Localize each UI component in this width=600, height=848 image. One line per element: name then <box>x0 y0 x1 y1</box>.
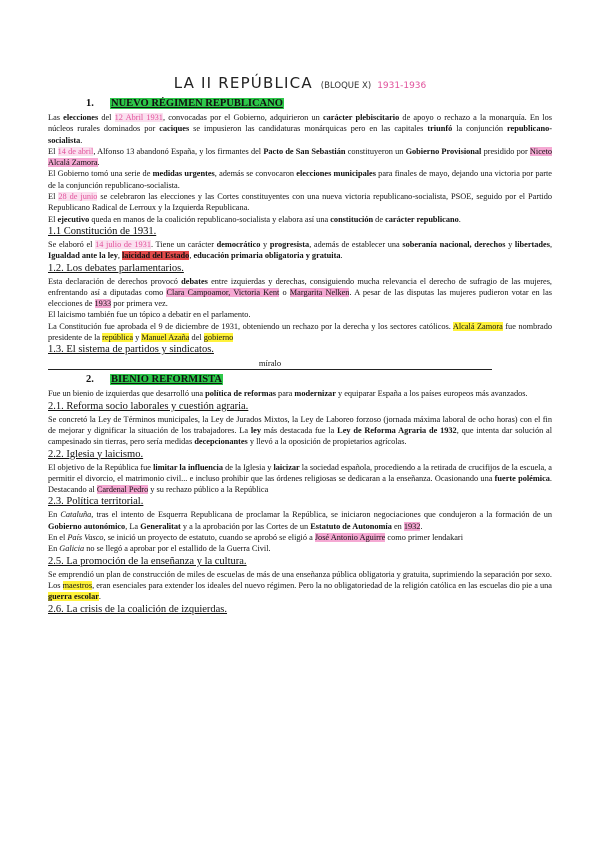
subheading-2-2: 2.2. Iglesia y laicismo. <box>48 448 144 460</box>
subheading-1-2: 1.2. Los debates parlamentarios. <box>48 262 184 274</box>
title-block: (BLOQUE X) <box>320 81 372 91</box>
paragraph: Las elecciones del 12 Abril 1931, convocadas por el Gobierno, adquirieron un carácter plebiscitario de apoyo o rechazo a la monarquía. En los núcleos rurales dominados por caciques se impusieron las candidaturas monárquicas pero en las capitales triunfó la conjunción republicano-socialista. <box>48 113 553 145</box>
paragraph: Esta declaración de derechos provocó debates entre izquierdas y derechas, consiguiendo mucha relevancia el derecho de sufragio de las mujeres, enfrentando así a diputadas como Clara Campoamor, Victoria Kent o Margarita Nelken. A pesar de las disputas las mujeres pudieron votar en las elecciones de 1933 por primera vez. <box>48 276 553 309</box>
paragraph: El 28 de junio se celebraron las elecciones y las Cortes constituyentes con una nueva victoria republicano-socialista, PSOE, seguido por el Partido Republicano Radical de Lerroux y la Izquierda Republicana. <box>48 192 553 213</box>
subheading-2-3: 2.3. Política territorial. <box>48 496 144 508</box>
paragraph: Se elaboró el 14 julio de 1931. Tiene un carácter democrático y progresista, además de establecer una soberanía nacional, derechos y libertades, Igualdad ante la ley, laicidad del Estado, educación primaria obligatoria y gratuita. <box>48 239 553 261</box>
document-page <box>48 72 552 617</box>
section-1-heading: 1. NUEVO RÉGIMEN REPUBLICANO <box>86 98 283 109</box>
note-miralo: míralo <box>48 357 492 370</box>
paragraph: La Constitución fue aprobada el 9 de diciembre de 1931, obteniendo un rechazo por la derecha y los sectores católicos. Alcalá Zamora fue nombrado presidente de la república y Manuel Azaña del gobierno <box>48 321 552 343</box>
paragraph: Se concretó la Ley de Términos municipales, la Ley de Jurados Mixtos, la Ley de Laboreo forzoso (jornada máxima laboral de ocho horas) con el fin de mejorar y dignificar la situación de los trabajadores. La ley más destacada fue la Ley de Reforma Agraria de 1932, que intenta dar solución al campesinado sin tierras, pero sería medidas decepcionantes y llevó a la oposición de propietarios agrícolas. <box>48 414 553 447</box>
subheading-2-5: 2.5. La promoción de la enseñanza y la cultura. <box>48 555 247 567</box>
paragraph: El objetivo de la República fue limitar la influencia de la Iglesia y laicizar la sociedad española, procediendo a la retirada de crucifijos de la escuela, a permitir el divorcio, el matrimonio civil... e incluso prohibir que las órdenes religiosas se dedicaran a la enseñanza. Ocasionando una fuerte polémica. Destacando al Cardenal Pedro y su rechazo público a la República <box>48 462 552 495</box>
paragraph: En Galicia no se llegó a aprobar por el estallido de la Guerra Civil. <box>48 544 271 554</box>
subheading-1-1: 1.1 Constitución de 1931. <box>48 225 157 237</box>
paragraph: Fue un bienio de izquierdas que desarrolló una política de reformas para modernizar y equiparar España a los países europeos más avanzados. <box>48 389 528 399</box>
subheading-1-3: 1.3. El sistema de partidos y sindicatos. <box>48 344 214 356</box>
subheading-2-6: 2.6. La crisis de la coalición de izquierdas. <box>48 603 228 615</box>
title-years: 1931-1936 <box>377 81 427 91</box>
paragraph: El Gobierno tomó una serie de medidas urgentes, además se convocaron elecciones municipales para finales de mayo, dejando una victoria por parte de la conjunción republicano-socialista. <box>48 169 552 190</box>
paragraph: El 14 de abril, Alfonso 13 abandonó España, y los firmantes del Pacto de San Sebastián constituyeron un Gobierno Provisional presidido por Niceto Alcalá Zamora. <box>48 146 553 168</box>
subheading-2-1: 2.1. Reforma socio laborales y cuestión agraria. <box>48 400 249 412</box>
paragraph: En Cataluña, tras el intento de Esquerra Republicana de proclamar la República, se iniciaron negociaciones que condujeron a la formación de un Gobierno autonómico, La Generalitat y a la aprobación por las Cortes de un Estatuto de Autonomía en 1932. <box>48 510 552 531</box>
paragraph: El laicismo también fue un tópico a debatir en el parlamento. <box>48 310 251 320</box>
paragraph: En el País Vasco, se inició un proyecto de estatuto, cuando se aprobó se eligió a José Antonio Aguirre como primer lendakari <box>48 533 463 543</box>
document-title <box>48 72 552 94</box>
section-2-heading: 2. BIENIO REFORMISTA <box>86 374 222 386</box>
title-main: LA II REPÚBLICA <box>173 74 313 92</box>
paragraph: Se emprendió un plan de construcción de miles de escuelas de más de una enseñanza pública obligatoria y gratuita, suprimiendo la separación por sexo. Los maestros, eran esenciales para extender los ideales del nuevo régimen. Pero la no obligatoriedad de la religión católica en las escuelas dio pie a una guerra escolar. <box>48 569 552 602</box>
paragraph: El ejecutivo queda en manos de la coalición republicano-socialista y elabora así una constitución de carácter republicano. <box>48 214 461 224</box>
